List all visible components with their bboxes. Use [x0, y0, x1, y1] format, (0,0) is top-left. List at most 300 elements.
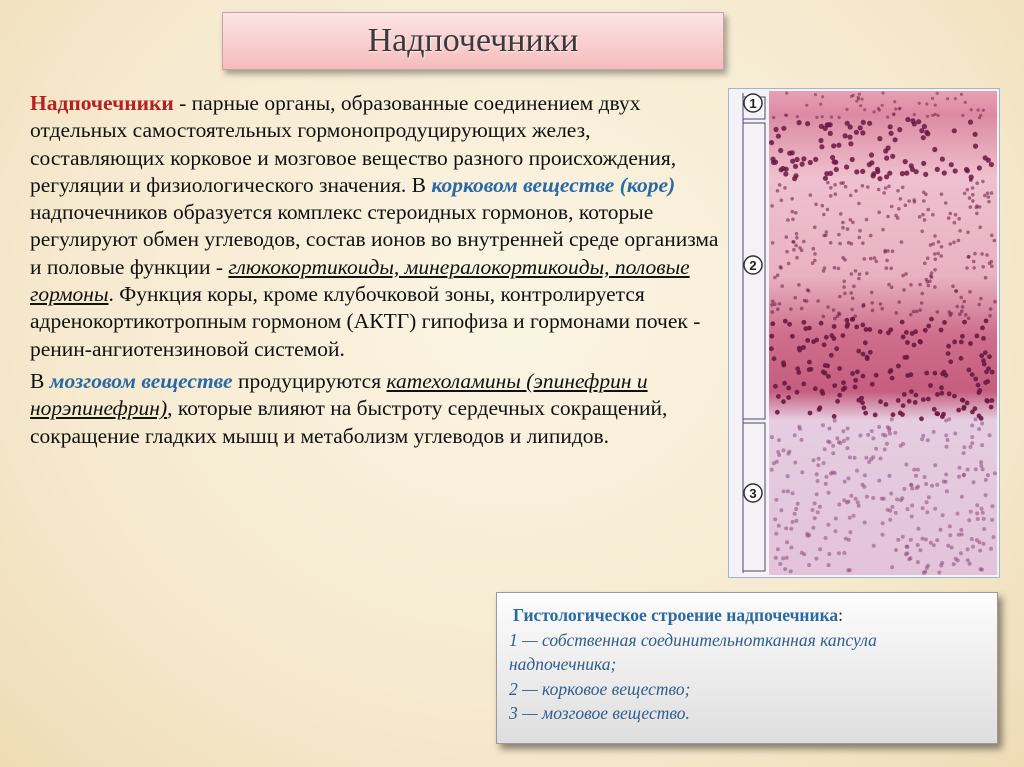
term-adrenal: Надпочечники — [30, 91, 174, 115]
nucleus-dot — [890, 376, 895, 381]
nucleus-dot — [962, 473, 966, 477]
nucleus-dot — [833, 160, 838, 165]
caption-colon: : — [838, 605, 844, 625]
nucleus-dot — [853, 385, 858, 390]
nucleus-dot — [857, 202, 861, 206]
nucleus-dot — [782, 489, 786, 493]
nucleus-dot — [964, 101, 967, 104]
nucleus-dot — [797, 348, 802, 353]
nucleus-dot — [971, 193, 975, 197]
nucleus-dot — [968, 290, 972, 294]
nucleus-dot — [785, 540, 789, 544]
nucleus-dot — [973, 406, 978, 411]
nucleus-dot — [894, 214, 898, 218]
nucleus-dot — [909, 389, 914, 394]
caption-item-1: 1 — собственная соединительнотканная капсула надпочечника; — [509, 629, 877, 674]
nucleus-dot — [787, 262, 791, 266]
nucleus-dot — [936, 252, 940, 256]
nucleus-dot — [860, 130, 865, 135]
nucleus-dot — [931, 213, 935, 217]
caption-title: Гистологическое строение надпочечника — [513, 605, 839, 625]
nucleus-dot — [970, 424, 974, 428]
nucleus-dot — [960, 495, 964, 499]
nucleus-dot — [921, 434, 925, 438]
nucleus-dot — [921, 537, 925, 541]
nucleus-dot — [842, 551, 846, 555]
nucleus-dot — [881, 433, 885, 437]
nucleus-dot — [776, 307, 780, 311]
nucleus-dot — [889, 267, 893, 271]
nucleus-dot — [964, 313, 968, 317]
nucleus-dot — [838, 441, 842, 445]
nucleus-dot — [969, 445, 973, 449]
nucleus-dot — [846, 568, 850, 572]
nucleus-dot — [888, 369, 893, 374]
nucleus-dot — [975, 538, 979, 542]
nucleus-dot — [846, 227, 850, 231]
nucleus-dot — [922, 191, 926, 195]
nucleus-dot — [789, 546, 793, 550]
nucleus-dot — [774, 556, 778, 560]
nucleus-dot — [980, 568, 984, 572]
nucleus-dot — [853, 314, 857, 318]
nucleus-dot — [981, 336, 986, 341]
nucleus-dot — [912, 198, 916, 202]
nucleus-dot — [878, 329, 883, 334]
nucleus-dot — [821, 95, 824, 98]
nucleus-dot — [960, 533, 964, 537]
nucleus-dot — [916, 560, 920, 564]
nucleus-dot — [937, 240, 941, 244]
nucleus-dot — [948, 533, 952, 537]
nucleus-dot — [797, 120, 802, 125]
nucleus-dot — [976, 383, 981, 388]
nucleus-dot — [871, 173, 876, 178]
nucleus-dot — [780, 199, 784, 203]
nucleus-dot — [900, 171, 905, 176]
nucleus-dot — [796, 502, 800, 506]
nucleus-dot — [948, 524, 952, 528]
nucleus-dot — [981, 511, 985, 515]
nucleus-dot — [823, 447, 827, 451]
nucleus-dot — [925, 278, 929, 282]
nucleus-dot — [802, 320, 807, 325]
nucleus-dot — [869, 457, 873, 461]
nucleus-dot — [981, 467, 985, 471]
nucleus-dot — [800, 307, 804, 311]
nucleus-dot — [813, 157, 818, 162]
nucleus-dot — [843, 292, 847, 296]
nucleus-dot — [950, 546, 954, 550]
nucleus-dot — [784, 167, 789, 172]
nucleus-dot — [826, 440, 830, 444]
nucleus-dot — [830, 333, 835, 338]
nucleus-dot — [925, 500, 929, 504]
nucleus-dot — [952, 394, 957, 399]
nucleus-dot — [858, 236, 862, 240]
nucleus-dot — [978, 205, 982, 209]
nucleus-dot — [869, 160, 874, 165]
nucleus-dot — [851, 221, 855, 225]
nucleus-dot — [894, 107, 897, 110]
nucleus-dot — [923, 328, 928, 333]
nucleus-dot — [861, 352, 866, 357]
nucleus-dot — [841, 429, 845, 433]
nucleus-dot — [844, 537, 848, 541]
nucleus-dot — [873, 413, 878, 418]
nucleus-dot — [829, 194, 833, 198]
nucleus-dot — [831, 444, 835, 448]
nucleus-dot — [962, 445, 966, 449]
nucleus-dot — [989, 307, 993, 311]
nucleus-dot — [841, 333, 846, 338]
nucleus-dot — [824, 171, 829, 176]
nucleus-dot — [913, 113, 916, 116]
nucleus-dot — [899, 498, 903, 502]
nucleus-dot — [783, 319, 788, 324]
nucleus-dot — [866, 433, 870, 437]
nucleus-dot — [971, 186, 975, 190]
nucleus-dot — [942, 170, 947, 175]
nucleus-dot — [848, 455, 852, 459]
nucleus-dot — [990, 260, 994, 264]
nucleus-dot — [811, 339, 816, 344]
nucleus-dot — [814, 93, 817, 96]
nucleus-dot — [858, 229, 862, 233]
nucleus-dot — [874, 447, 878, 451]
nucleus-dot — [972, 266, 976, 270]
nucleus-dot — [779, 266, 783, 270]
nucleus-dot — [935, 538, 939, 542]
nucleus-dot — [771, 300, 775, 304]
nucleus-dot — [968, 196, 972, 200]
nucleus-dot — [854, 189, 858, 193]
nucleus-dot — [928, 383, 933, 388]
nucleus-dot — [776, 134, 781, 139]
nucleus-dot — [795, 256, 799, 260]
nucleus-dot — [847, 135, 852, 140]
nucleus-dot — [786, 452, 790, 456]
nucleus-dot — [795, 236, 799, 240]
nucleus-dot — [848, 141, 853, 146]
nucleus-dot — [909, 556, 913, 560]
nucleus-dot — [946, 438, 950, 442]
nucleus-dot — [861, 184, 865, 188]
nucleus-dot — [790, 334, 795, 339]
nucleus-dot — [805, 338, 810, 343]
nucleus-dot — [959, 296, 963, 300]
nucleus-dot — [845, 121, 850, 126]
nucleus-dot — [845, 500, 849, 504]
nucleus-dot — [971, 199, 975, 203]
nucleus-dot — [914, 169, 919, 174]
nucleus-dot — [937, 114, 940, 117]
nucleus-dot — [939, 528, 943, 532]
nucleus-dot — [989, 162, 994, 167]
nucleus-dot — [933, 285, 937, 289]
nucleus-dot — [787, 151, 792, 156]
text-segment: , которые влияют на быстроту сердечных сокращений, сокращение гладких мышц и метаболизм углеводов и липидов. — [30, 396, 668, 448]
nucleus-dot — [913, 329, 918, 334]
nucleus-dot — [871, 436, 875, 440]
nucleus-dot — [817, 457, 821, 461]
nucleus-dot — [794, 211, 798, 215]
nucleus-dot — [769, 346, 774, 351]
nucleus-dot — [855, 369, 860, 374]
nucleus-dot — [869, 152, 874, 157]
nucleus-dot — [852, 94, 855, 97]
nucleus-dot — [881, 521, 885, 525]
nucleus-dot — [959, 528, 963, 532]
nucleus-dot — [841, 221, 845, 225]
nucleus-dot — [893, 137, 898, 142]
nucleus-dot — [871, 496, 875, 500]
nucleus-dot — [920, 292, 924, 296]
nucleus-dot — [807, 360, 812, 365]
nucleus-dot — [772, 461, 776, 465]
nucleus-dot — [850, 317, 855, 322]
nucleus-dot — [887, 185, 891, 189]
nucleus-dot — [809, 193, 813, 197]
nucleus-dot — [960, 309, 964, 313]
nucleus-dot — [909, 483, 913, 487]
nucleus-dot — [874, 373, 879, 378]
nucleus-dot — [926, 564, 930, 568]
nucleus-dot — [956, 408, 961, 413]
nucleus-dot — [896, 538, 900, 542]
nucleus-dot — [925, 131, 930, 136]
nucleus-dot — [979, 460, 983, 464]
nucleus-dot — [827, 552, 831, 556]
nucleus-dot — [820, 391, 825, 396]
nucleus-dot — [906, 507, 910, 511]
nucleus-dot — [829, 186, 833, 190]
nucleus-dot — [941, 513, 945, 517]
nucleus-dot — [966, 231, 970, 235]
nucleus-dot — [979, 353, 984, 358]
nucleus-dot — [770, 435, 774, 439]
nucleus-dot — [777, 524, 781, 528]
nucleus-dot — [786, 218, 790, 222]
nucleus-dot — [833, 471, 837, 475]
nucleus-dot — [975, 181, 979, 185]
nucleus-dot — [776, 273, 780, 277]
paragraph-cortex — [30, 90, 720, 363]
nucleus-dot — [940, 157, 945, 162]
nucleus-dot — [901, 535, 905, 539]
nucleus-dot — [909, 538, 913, 542]
nucleus-dot — [961, 406, 966, 411]
nucleus-dot — [953, 221, 957, 225]
nucleus-dot — [890, 154, 895, 159]
nucleus-dot — [773, 276, 777, 280]
nucleus-dot — [859, 104, 862, 107]
nucleus-dot — [934, 113, 937, 116]
nucleus-dot — [926, 397, 931, 402]
nucleus-dot — [841, 380, 846, 385]
nucleus-dot — [842, 280, 846, 284]
nucleus-dot — [850, 371, 855, 376]
nucleus-dot — [854, 325, 859, 330]
nucleus-dot — [977, 165, 982, 170]
nucleus-dot — [984, 276, 988, 280]
nucleus-dot — [973, 252, 977, 256]
nucleus-dot — [959, 356, 964, 361]
nucleus-dot — [845, 446, 849, 450]
nucleus-dot — [862, 485, 866, 489]
nucleus-dot — [921, 213, 925, 217]
nucleus-dot — [850, 157, 855, 162]
nucleus-dot — [852, 285, 856, 289]
nucleus-dot — [888, 124, 893, 129]
nucleus-dot — [822, 234, 826, 238]
nucleus-dot — [948, 310, 952, 314]
nucleus-dot — [798, 246, 802, 250]
nucleus-dot — [842, 386, 847, 391]
nucleus-dot — [910, 515, 914, 519]
caption-title-line — [509, 603, 987, 628]
nucleus-dot — [860, 323, 865, 328]
nucleus-dot — [774, 498, 778, 502]
nucleus-dot — [849, 494, 853, 498]
nucleus-dot — [837, 503, 841, 507]
nucleus-dot — [937, 571, 941, 575]
nucleus-dot — [952, 128, 957, 133]
nucleus-dot — [947, 391, 952, 396]
nucleus-dot — [902, 487, 906, 491]
nucleus-dot — [794, 244, 798, 248]
nucleus-dot — [865, 218, 869, 222]
nucleus-dot — [923, 262, 927, 266]
nucleus-dot — [870, 382, 875, 387]
nucleus-dot — [821, 204, 825, 208]
term-medulla: мозговом веществе — [49, 368, 233, 393]
nucleus-dot — [824, 536, 828, 540]
nucleus-dot — [791, 491, 795, 495]
nucleus-dot — [979, 297, 983, 301]
nucleus-dot — [775, 410, 780, 415]
nucleus-dot — [959, 551, 963, 555]
nucleus-dot — [772, 116, 775, 119]
nucleus-dot — [780, 284, 784, 288]
nucleus-dot — [952, 562, 956, 566]
nucleus-dot — [916, 119, 921, 124]
nucleus-dot — [944, 473, 948, 477]
nucleus-dot — [833, 183, 837, 187]
nucleus-dot — [987, 354, 992, 359]
nucleus-dot — [802, 240, 806, 244]
nucleus-dot — [870, 291, 874, 295]
nucleus-dot — [924, 482, 928, 486]
nucleus-dot — [970, 537, 974, 541]
nucleus-dot — [960, 398, 965, 403]
nucleus-dot — [901, 274, 905, 278]
nucleus-dot — [846, 427, 850, 431]
nucleus-dot — [866, 185, 870, 189]
nucleus-dot — [929, 317, 934, 322]
nucleus-dot — [884, 402, 889, 407]
nucleus-dot — [884, 186, 888, 190]
nucleus-dot — [774, 532, 778, 536]
nucleus-dot — [935, 483, 939, 487]
nucleus-dot — [921, 397, 926, 402]
nucleus-dot — [916, 543, 920, 547]
nucleus-dot — [867, 121, 872, 126]
nucleus-dot — [930, 271, 934, 275]
text-segment: . Функция коры, кроме клубочковой зоны, контролируется адренокортикотропным гормоном (АКТГ) гипофиза и гормонами почек - ренин-ангиотензиновой системой. — [30, 282, 701, 361]
nucleus-dot — [821, 423, 825, 427]
nucleus-dot — [817, 407, 822, 412]
nucleus-dot — [885, 442, 889, 446]
nucleus-dot — [841, 256, 845, 260]
nucleus-dot — [894, 511, 898, 515]
nucleus-dot — [770, 321, 775, 326]
nucleus-dot — [926, 256, 930, 260]
nucleus-dot — [854, 497, 858, 501]
nucleus-dot — [778, 183, 782, 187]
nucleus-dot — [926, 438, 930, 442]
nucleus-dot — [845, 318, 850, 323]
nucleus-dot — [830, 116, 833, 119]
nucleus-dot — [975, 511, 979, 515]
nucleus-dot — [901, 186, 905, 190]
nucleus-dot — [774, 127, 779, 132]
nucleus-dot — [849, 194, 853, 198]
nucleus-dot — [830, 155, 835, 160]
nucleus-dot — [967, 255, 971, 259]
nucleus-dot — [924, 538, 928, 542]
nucleus-dot — [929, 243, 933, 247]
histology-image — [728, 88, 1000, 578]
nucleus-dot — [918, 308, 922, 312]
nucleus-dot — [982, 542, 986, 546]
nucleus-dot — [899, 444, 903, 448]
nucleus-dot — [901, 335, 906, 340]
nucleus-dot — [979, 416, 984, 421]
nucleus-dot — [907, 399, 912, 404]
nucleus-dot — [860, 169, 865, 174]
nucleus-dot — [980, 443, 984, 447]
nucleus-dot — [918, 548, 922, 552]
nucleus-dot — [816, 479, 820, 483]
nucleus-dot — [800, 470, 804, 474]
nucleus-dot — [877, 188, 881, 192]
nucleus-dot — [791, 520, 795, 524]
nucleus-dot — [900, 320, 905, 325]
nucleus-dot — [796, 115, 799, 118]
nucleus-dot — [863, 473, 867, 477]
nucleus-dot — [980, 252, 984, 256]
nucleus-dot — [881, 228, 885, 232]
nucleus-dot — [920, 437, 924, 441]
nucleus-dot — [923, 172, 928, 177]
nucleus-dot — [947, 216, 951, 220]
nucleus-dot — [927, 284, 931, 288]
nucleus-dot — [826, 305, 830, 309]
nucleus-dot — [991, 504, 995, 508]
nucleus-dot — [776, 450, 780, 454]
nucleus-dot — [890, 565, 894, 569]
nucleus-dot — [837, 267, 841, 271]
nucleus-dot — [896, 364, 901, 369]
nucleus-dot — [946, 97, 949, 100]
nucleus-dot — [793, 512, 797, 516]
nucleus-dot — [836, 143, 841, 148]
nucleus-dot — [878, 399, 883, 404]
nucleus-dot — [801, 156, 806, 161]
nucleus-dot — [990, 191, 994, 195]
nucleus-dot — [890, 286, 894, 290]
